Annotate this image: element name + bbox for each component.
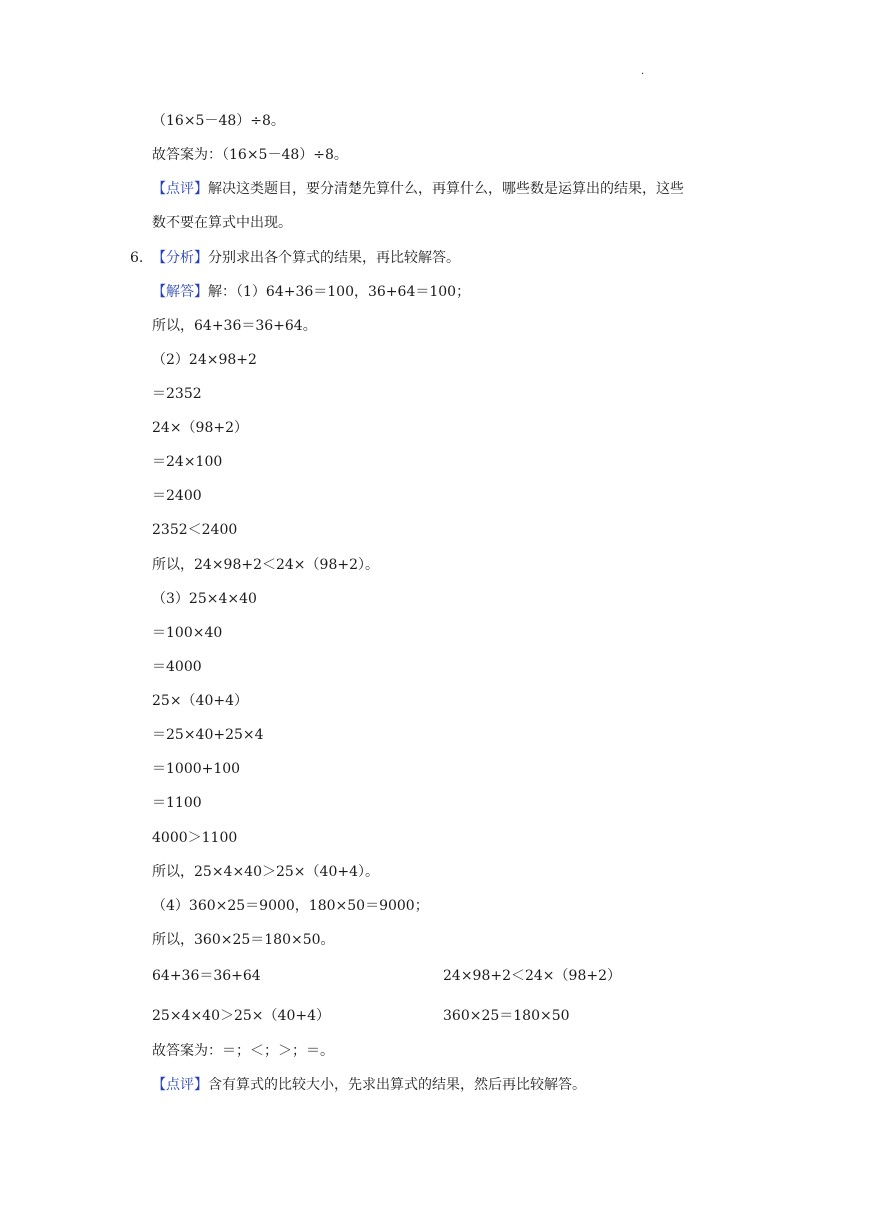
comment-tag-2: 【点评】	[152, 1077, 208, 1093]
step-line: （2）24×98+2	[152, 352, 257, 368]
step-line: 25×（40+4）	[152, 693, 248, 709]
step-line: ＝2352	[152, 386, 202, 402]
expression-line: （16×5－48）÷8。	[152, 113, 285, 129]
comment-text: 解决这类题目，要分清楚先算什么，再算什么，哪些数是运算出的结果，这些	[208, 181, 684, 197]
step-line: 24×（98+2）	[152, 420, 248, 436]
header-dot: .	[641, 66, 645, 77]
step-line: 所以，360×25＝180×50。	[152, 932, 335, 948]
comment-tag: 【点评】	[152, 181, 208, 197]
summary-r1-c2: 24×98+2＜24×（98+2）	[443, 968, 621, 984]
summary-r2-c1: 25×4×40＞25×（40+4）	[152, 1008, 330, 1024]
step-line: ＝4000	[152, 659, 202, 675]
step-line: 所以，64+36＝36+64。	[152, 318, 317, 334]
step-line: 4000＞1100	[152, 830, 238, 846]
step-line: ＝100×40	[152, 625, 223, 641]
comment-text-continued: 数不要在算式中出现。	[152, 215, 292, 231]
step-line: 所以，25×4×40＞25×（40+4）。	[152, 864, 379, 880]
analysis-line	[152, 248, 460, 268]
step-line: 2352＜2400	[152, 522, 238, 538]
answer-line: 故答案为：（16×5－48）÷8。	[152, 147, 348, 163]
final-answer: 故答案为：＝；＜；＞；＝。	[152, 1043, 334, 1059]
step-line: ＝1100	[152, 795, 202, 811]
step-line: ＝25×40+25×4	[152, 727, 264, 743]
analysis-tag: 【分析】	[152, 250, 208, 266]
solution-line	[152, 282, 470, 302]
analysis-text: 分别求出各个算式的结果，再比较解答。	[208, 250, 460, 266]
solution-tag: 【解答】	[152, 284, 208, 300]
step-line: ＝1000+100	[152, 761, 241, 777]
step-line: （3）25×4×40	[152, 591, 257, 607]
summary-r1-c1: 64+36＝36+64	[152, 968, 261, 984]
step-line: 所以，24×98+2＜24×（98+2）。	[152, 557, 379, 573]
summary-r2-c2: 360×25＝180×50	[443, 1008, 570, 1024]
solution-text: 解：（1）64+36＝100，36+64＝100；	[208, 284, 471, 300]
comment-text-2: 含有算式的比较大小，先求出算式的结果，然后再比较解答。	[208, 1077, 586, 1093]
step-line: ＝24×100	[152, 454, 223, 470]
step-line: ＝2400	[152, 488, 202, 504]
comment-line-2	[152, 1075, 586, 1095]
comment-line	[152, 179, 684, 199]
step-line: （4）360×25＝9000，180×50＝9000；	[152, 898, 429, 914]
question-number: 6.	[130, 250, 144, 266]
